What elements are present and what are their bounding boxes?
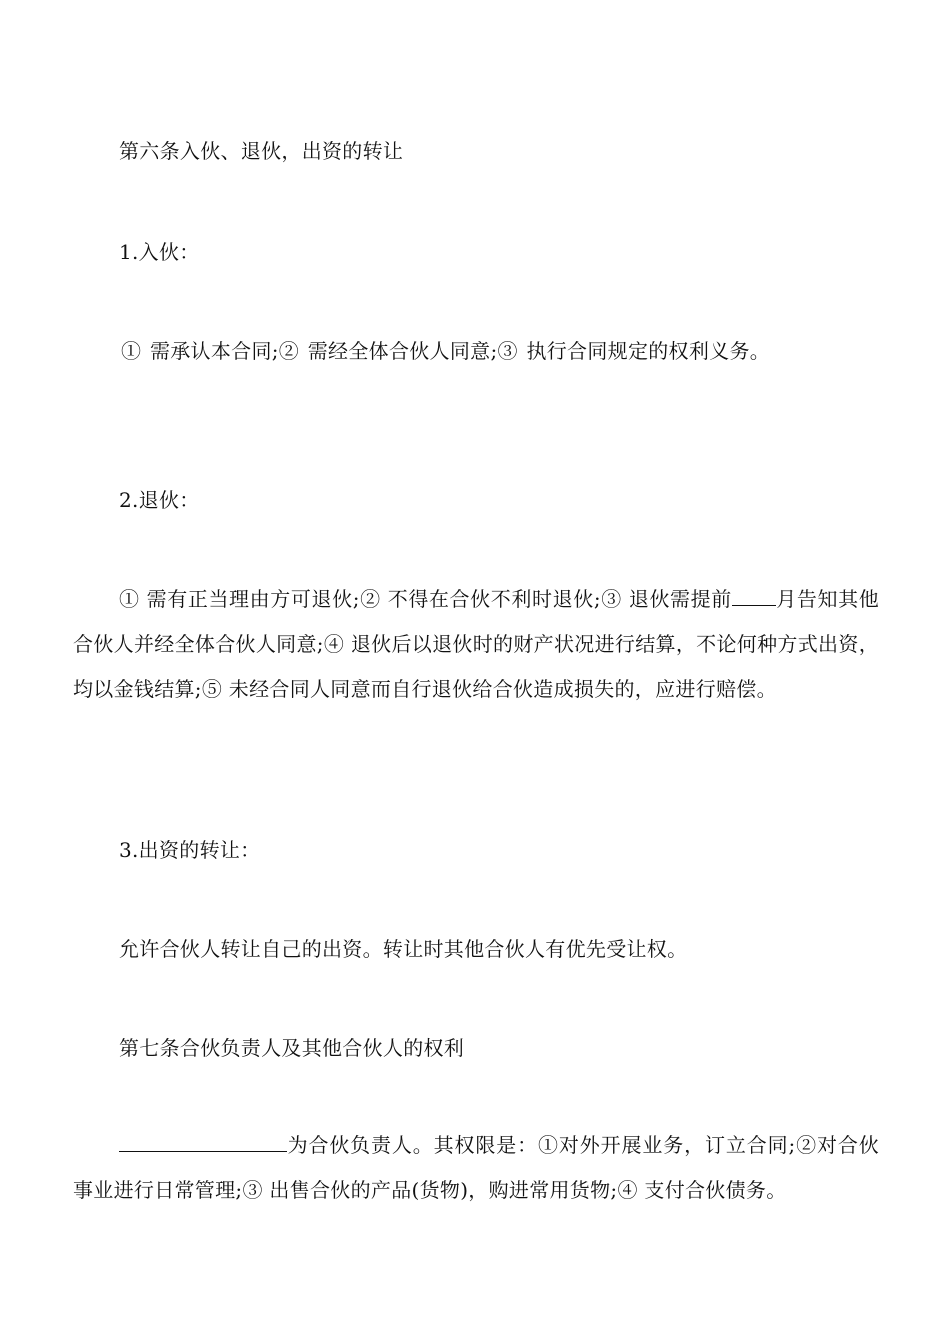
transfer-text: 允许合伙人转让自己的出资。转让时其他合伙人有优先受让权。 — [119, 937, 688, 961]
transfer-heading: 3.出资的转让： — [119, 838, 261, 862]
withdraw-paragraph — [73, 577, 879, 712]
withdraw-heading: 2.退伙： — [119, 488, 200, 512]
article-7-title: 第七条合伙负责人及其他合伙人的权利 — [119, 1036, 465, 1060]
manager-paragraph — [73, 1123, 879, 1213]
manager-text: 为合伙负责人。其权限是：①对外开展业务，订立合同;②对合伙事业进行日常管理;③ 出售合伙的产品(货物)，购进常用货物;④ 支付合伙债务。 — [73, 1133, 879, 1202]
months-blank — [732, 587, 776, 606]
join-heading: 1.入伙： — [119, 240, 200, 264]
withdraw-text-part-2: 月告知其他合伙人并经全体合伙人同意;④ 退伙后以退伙时的财产状况进行结算，不论何种方式出资，均以金钱结算;⑤ 未经合同人同意而自行退伙给合伙造成损失的，应进行赔偿。 — [73, 587, 880, 701]
manager-name-blank — [119, 1133, 287, 1152]
article-6-title: 第六条入伙、退伙，出资的转让 — [119, 139, 404, 163]
join-text: ① 需承认本合同;② 需经全体合伙人同意;③ 执行合同规定的权利义务。 — [121, 339, 771, 363]
withdraw-text-part-1: ① 需有正当理由方可退伙;② 不得在合伙不利时退伙;③ 退伙需提前 — [119, 587, 732, 611]
